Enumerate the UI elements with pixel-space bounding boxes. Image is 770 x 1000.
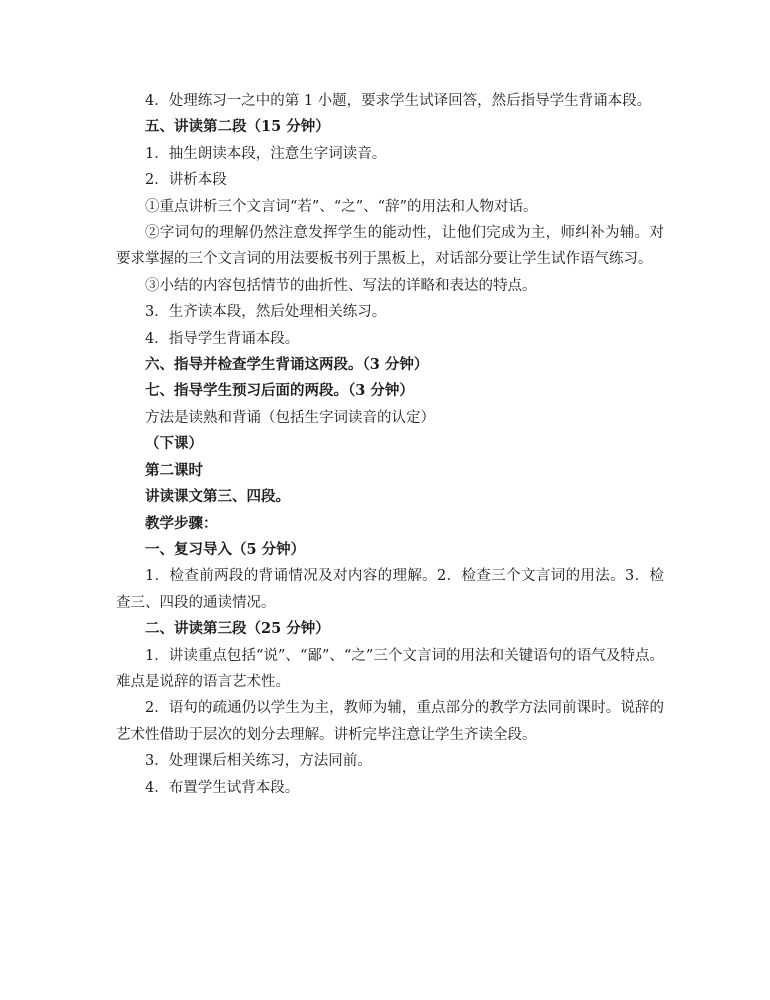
paragraph-21: 2．语句的疏通仍以学生为主，教师为辅，重点部分的教学方法同前课时。说辞的艺术性借助于层次的划分去理解。讲析完毕注意让学生齐读全段。 bbox=[116, 700, 664, 743]
section-heading-5: 五、讲读第二段（15 分钟） bbox=[145, 118, 330, 136]
document-body bbox=[116, 88, 664, 801]
paragraph-1: 4．处理练习一之中的第 1 小题，要求学生试译回答，然后指导学生背诵本段。 bbox=[145, 93, 652, 109]
section-heading-2: 二、讲读第三段（25 分钟） bbox=[145, 620, 330, 638]
section-heading-1: 一、复习导入（5 分钟） bbox=[145, 540, 306, 558]
paragraph-4: 2．讲析本段 bbox=[145, 172, 227, 189]
paragraph-7: ③小结的内容包括情节的曲折性、写法的详略和表达的特点。 bbox=[145, 277, 537, 294]
paragraph-3: 1．抽生朗读本段，注意生字词读音。 bbox=[145, 145, 387, 162]
paragraph-6: ②字词句的理解仍然注意发挥学生的能动性，让他们完成为主，师纠补为辅。对要求掌握的三个文言词的用法要板书列于黑板上，对话部分要让学生试作语气练习。 bbox=[116, 225, 664, 268]
paragraph-8: 3．生齐读本段，然后处理相关练习。 bbox=[145, 304, 387, 321]
class-end-label: （下课） bbox=[145, 435, 203, 453]
paragraph-9: 4．指导学生背诵本段。 bbox=[145, 330, 300, 347]
paragraph-22: 3．处理课后相关练习，方法同前。 bbox=[145, 753, 372, 770]
steps-heading: 教学步骤： bbox=[145, 514, 218, 532]
paragraph-5: ①重点讲析三个文言词“若”、“之”、“辞”的用法和人物对话。 bbox=[145, 198, 538, 215]
section-heading-6: 六、指导并检查学生背诵这两段。（3 分钟） bbox=[145, 356, 429, 374]
lesson-title: 第二课时 bbox=[145, 461, 203, 479]
paragraph-18: 1．检查前两段的背诵情况及对内容的理解。2．检查三个文言词的用法。3．检查三、四段的通读情况。 bbox=[116, 568, 664, 611]
section-heading-7: 七、指导学生预习后面的两段。（3 分钟） bbox=[145, 382, 414, 400]
paragraph-12: 方法是读熟和背诵（包括生字词读音的认定） bbox=[145, 409, 435, 426]
paragraph-20: 1．讲读重点包括“说”、“鄙”、“之”三个文言词的用法和关键语句的语气及特点。难点是说辞的语言艺术性。 bbox=[116, 647, 664, 690]
paragraph-23: 4．布置学生试背本段。 bbox=[145, 779, 300, 796]
lesson-topic: 讲读课文第三、四段。 bbox=[145, 488, 290, 506]
